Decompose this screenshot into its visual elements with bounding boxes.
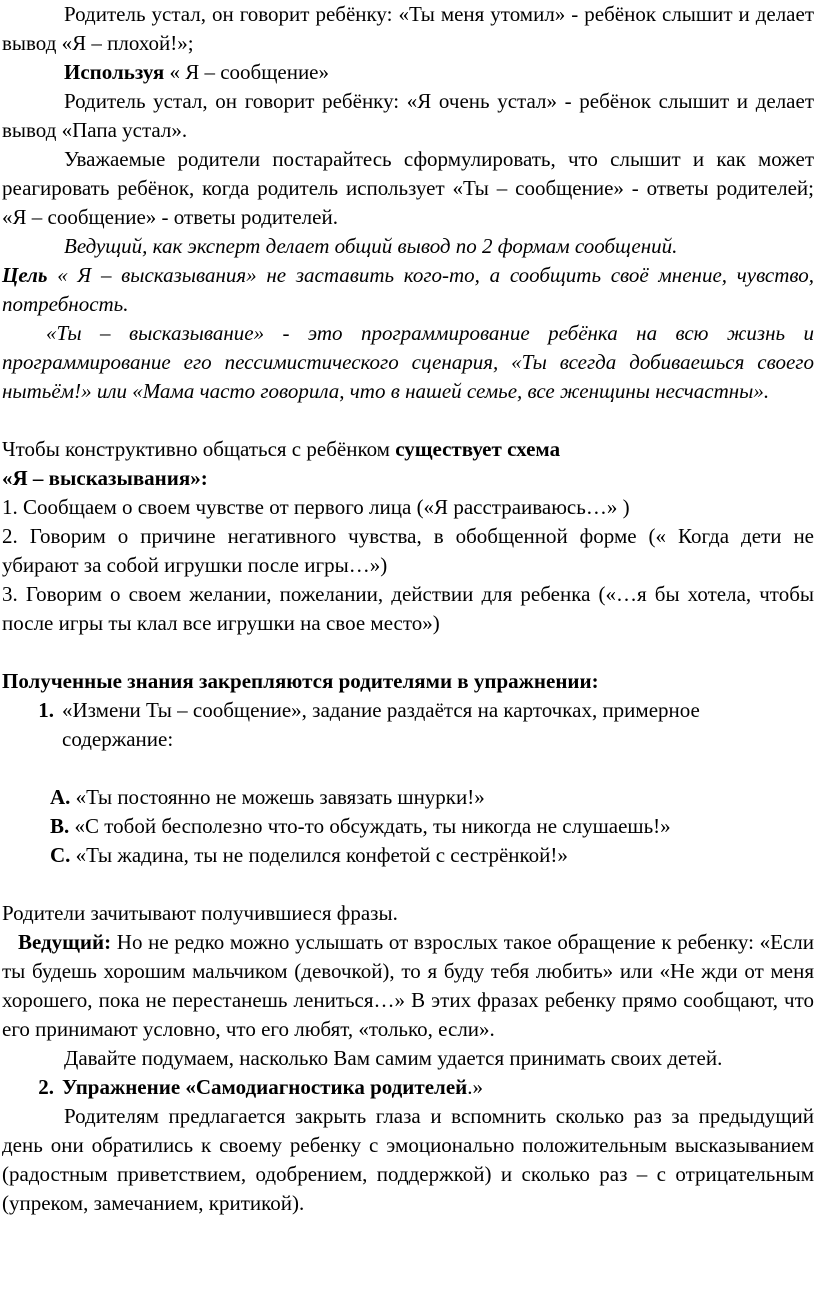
option-label: С. [50,843,71,867]
list-number: 1. [38,698,54,722]
exercise-2 [2,1073,814,1102]
option-c [2,841,814,870]
scheme-heading: «Я – высказывания»: [2,466,208,490]
paragraph-using-i-message [2,58,814,87]
bold-label: Используя [64,60,165,84]
spacer [2,754,814,783]
scheme-step-3: 3. Говорим о своем желании, пожелании, действии для ребенка («…я бы хотела, чтобы после игры ты клал все игрушки на свое место») [2,582,814,635]
exercise-2-title [62,1073,814,1102]
scheme-step-1: 1. Сообщаем о своем чувстве от первого лица («Я расстраиваюсь…» ) [2,495,630,519]
paragraph-host-conclusion: Ведущий, как эксперт делает общий вывод по 2 формам сообщений. [64,234,678,258]
list-number: 2. [38,1075,54,1099]
paragraph-you-statement: «Ты – высказывание» - это программирование ребёнка на всю жизнь и программирование его пессимистического сценария, «Ты всегда добиваешься своего нытьём!» или «Мама часто говорила, что в нашей семье, все женщины несчастны». [2,321,814,403]
scheme-step-2: 2. Говорим о причине негативного чувства, в обобщенной форме (« Когда дети не убирают за собой игрушки после игры…») [2,524,814,577]
paragraph-goal [2,261,814,319]
bold-text: существует схема [395,437,561,461]
paragraph-scheme-intro [2,435,814,464]
spacer [2,870,814,899]
option-b [2,812,814,841]
bold-label: Ведущий: [18,930,112,954]
paragraph-text: Чтобы конструктивно общаться с ребёнком [2,437,396,461]
option-label: В. [50,814,70,838]
option-text: «С тобой бесполезно что-то обсуждать, ты никогда не слушаешь!» [69,814,671,838]
bold-text: Упражнение «Самодиагностика родителей [62,1075,468,1099]
exercise-heading: Полученные знания закрепляются родителями в упражнении: [2,669,599,693]
spacer [2,406,814,435]
bold-label: Цель [2,263,48,287]
option-label: А. [50,785,71,809]
paragraph-i-message-example: Родитель устал, он говорит ребёнку: «Я очень устал» - ребёнок слышит и делает вывод «Папа устал». [2,89,814,142]
option-text: «Ты постоянно не можешь завязать шнурки!» [70,785,485,809]
paragraph-host-remark [2,928,814,1044]
paragraph-text: « Я – высказывания» не заставить кого-то, а сообщить своё мнение, чувство, потребность. [2,263,814,316]
spacer [2,638,814,667]
exercise-1-text: «Измени Ты – сообщение», задание раздаётся на карточках, примерное содержание: [62,698,700,751]
paragraph-parents-task: Уважаемые родители постарайтесь сформулировать, что слышит и как может реагировать ребёнок, когда родитель использует «Ты – сообщение» - ответы родителей; «Я – сообщение» - ответы родителей. [2,147,814,229]
document-page [2,0,814,1218]
option-text: «Ты жадина, ты не поделился конфетой с сестрёнкой!» [70,843,568,867]
paragraph-text: Но не редко можно услышать от взрослых такое обращение к ребенку: «Если ты будешь хорошим мальчиком (девочкой), то я буду тебя любить» или «Не жди от меня хорошего, пока не перестанешь лениться…» В этих фразах ребенку прямо сообщают, что его принимают условно, что его любят, «только, если». [2,930,814,1041]
paragraph-self-diagnostics: Родителям предлагается закрыть глаза и вспомнить сколько раз за предыдущий день они обратились к своему ребенку с эмоционально положительным высказыванием (радостным приветствием, одобрением, поддержкой) и сколько раз – с отрицательным (упреком, замечанием, критикой). [2,1104,814,1215]
paragraph-text: .» [467,1075,483,1099]
option-a [2,783,814,812]
exercise-1 [2,696,814,754]
paragraph-parents-read: Родители зачитывают получившиеся фразы. [2,901,398,925]
paragraph-text: « Я – сообщение» [164,60,330,84]
paragraph-you-message-example: Родитель устал, он говорит ребёнку: «Ты меня утомил» - ребёнок слышит и делает вывод «Я – плохой!»; [2,2,814,55]
paragraph-think: Давайте подумаем, насколько Вам самим удается принимать своих детей. [64,1046,723,1070]
